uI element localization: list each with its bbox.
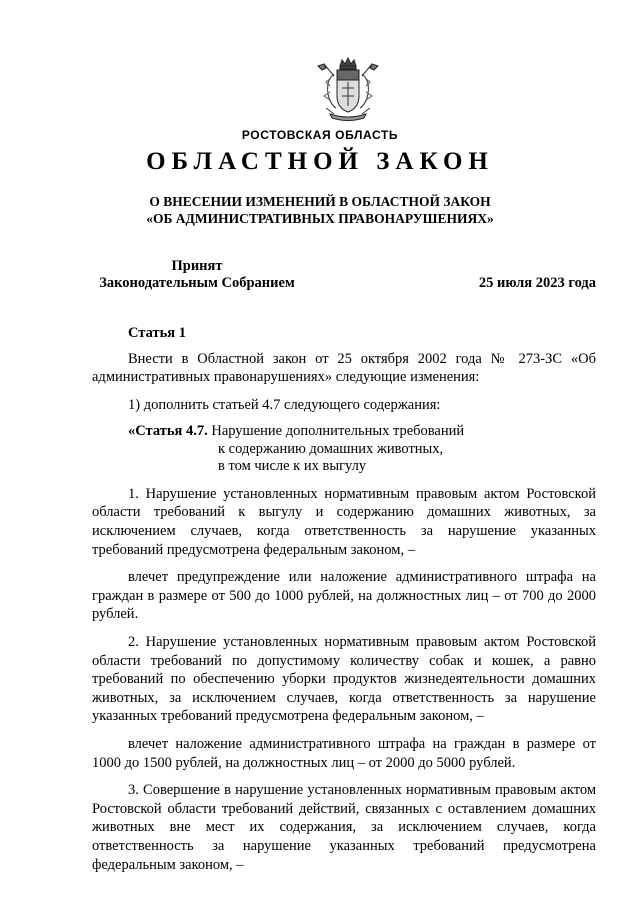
law-type-heading: ОБЛАСТНОЙ ЗАКОН [146,148,494,175]
clause-1: 1. Нарушение установленных нормативным правовым актом Ростовской области требований к выгулу и содержанию домашних животных, за исключением случаев, когда ответственность за нарушение указанных требований предусмотрена федеральным законом, – [92,485,596,558]
article-heading: Статья 1 [128,325,186,341]
adopted-label: Принят [171,258,223,274]
adoption-block [92,258,302,292]
clause-2: 2. Нарушение установленных нормативным правовым актом Ростовской области требований по допустимому количеству собак и кошек, а равно требований по обеспечению уборки продуктов жизнедеятельности домашних животных, за исключением случаев, когда ответственность за нарушение указанных требований предусмотрена федеральным законом, – [92,634,596,725]
intro-paragraph: Внести в Областной закон от 25 октября 2002 года № 273-ЗС «Об административных правонарушениях» следующие изменения: [92,350,596,386]
new-article-title-line-1: Нарушение дополнительных требований [207,423,465,440]
clause-3: 3. Совершение в нарушение установленных нормативным правовым актом Ростовской области требований действий, связанных с оставлением домашних животных вне мест их содержания, за исключением случаев, когда ответственность за нарушение указанных требований предусмотрена федеральным законом, – [92,782,596,873]
law-title-line-2: «ОБ АДМИНИСТРАТИВНЫХ ПРАВОНАРУШЕНИЯХ» [146,211,494,226]
adopted-by: Законодательным Собранием [99,275,295,291]
new-article-title-line-3: в том числе к их выгулу [218,458,367,475]
coat-of-arms-icon [312,56,384,124]
new-article-number: «Статья 4.7. [128,423,208,440]
sanction-2: влечет наложение административного штрафа на граждан в размере от 1000 до 1500 рублей, на должностных лиц – от 2000 до 5000 рублей. [92,736,596,771]
adoption-date: 25 июля 2023 года [478,275,596,291]
sanction-1: влечет предупреждение или наложение административного штрафа на граждан в размере от 500 до 1000 рублей, на должностных лиц – от 700 до 2000 рублей. [92,569,596,623]
region-name: РОСТОВСКАЯ ОБЛАСТЬ [241,128,399,142]
amendment-item-1: 1) дополнить статьей 4.7 следующего содержания: [128,396,441,413]
new-article-title [92,423,596,476]
new-article-title-line-2: к содержанию домашних животных, [218,440,444,457]
law-body [92,324,596,883]
law-title-line-1: О ВНЕСЕНИИ ИЗМЕНЕНИЙ В ОБЛАСТНОЙ ЗАКОН [149,194,491,209]
law-title [0,193,640,227]
